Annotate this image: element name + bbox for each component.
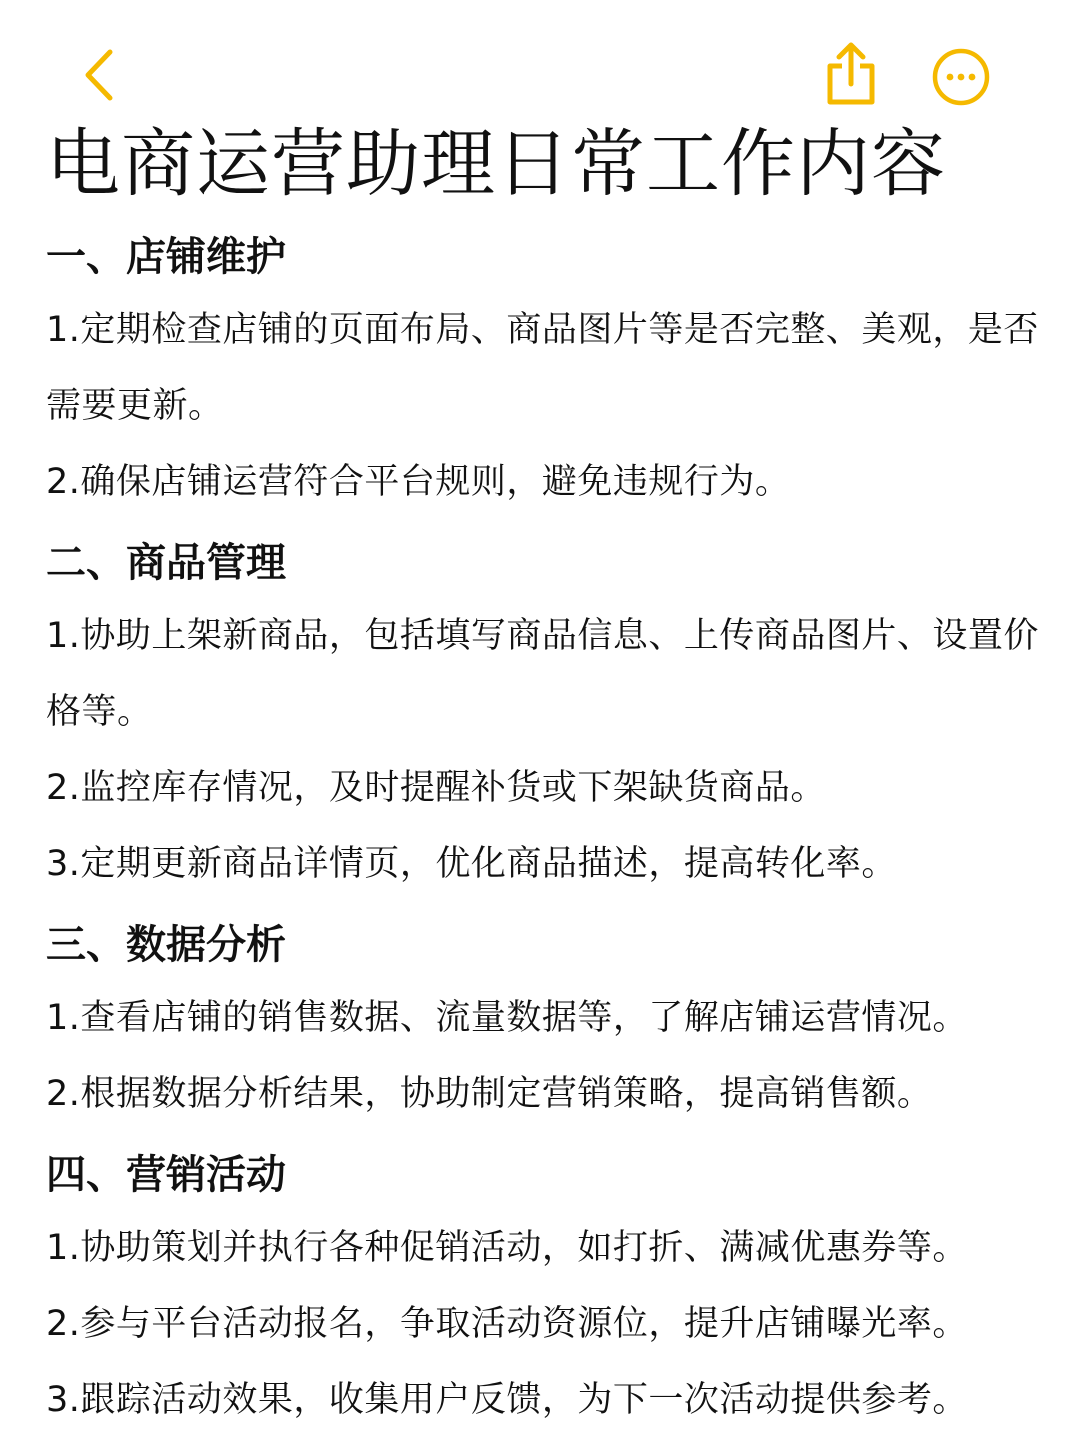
section-product-management <box>46 528 1046 902</box>
section-store-maintenance <box>46 222 1046 520</box>
top-toolbar <box>0 0 1080 120</box>
list-item: 3.定期更新商品详情页，优化商品描述，提高转化率。 <box>46 844 897 884</box>
list-item: 3.跟踪活动效果，收集用户反馈，为下一次活动提供参考。 <box>46 1380 968 1420</box>
list-item: 2.根据数据分析结果，协助制定营销策略，提高销售额。 <box>46 1074 933 1114</box>
list-item: 2.确保店铺运营符合平台规则，避免违规行为。 <box>46 462 791 502</box>
more-horizontal-icon[interactable] <box>930 46 992 108</box>
section-data-analysis <box>46 910 1046 1132</box>
share-icon[interactable] <box>822 40 880 108</box>
list-item: 1.协助上架新商品，包括填写商品信息、上传商品图片、设置价格等。 <box>46 616 1039 732</box>
list-item: 2.参与平台活动报名，争取活动资源位，提升店铺曝光率。 <box>46 1304 968 1344</box>
section-heading: 四、营销活动 <box>46 1152 286 1198</box>
chevron-left-icon[interactable] <box>76 46 124 104</box>
list-item: 1.定期检查店铺的页面布局、商品图片等是否完整、美观，是否需要更新。 <box>46 310 1039 426</box>
section-heading: 二、商品管理 <box>46 540 286 586</box>
list-item: 2.监控库存情况，及时提醒补货或下架缺货商品。 <box>46 768 826 808</box>
list-item: 1.查看店铺的销售数据、流量数据等，了解店铺运营情况。 <box>46 998 968 1038</box>
section-heading: 三、数据分析 <box>46 922 286 968</box>
page-title: 电商运营助理日常工作内容 <box>46 121 946 207</box>
section-heading: 一、店铺维护 <box>46 234 286 280</box>
list-item: 1.协助策划并执行各种促销活动，如打折、满减优惠券等。 <box>46 1228 968 1268</box>
note-body <box>46 222 1046 1438</box>
section-marketing-activities <box>46 1140 1046 1438</box>
